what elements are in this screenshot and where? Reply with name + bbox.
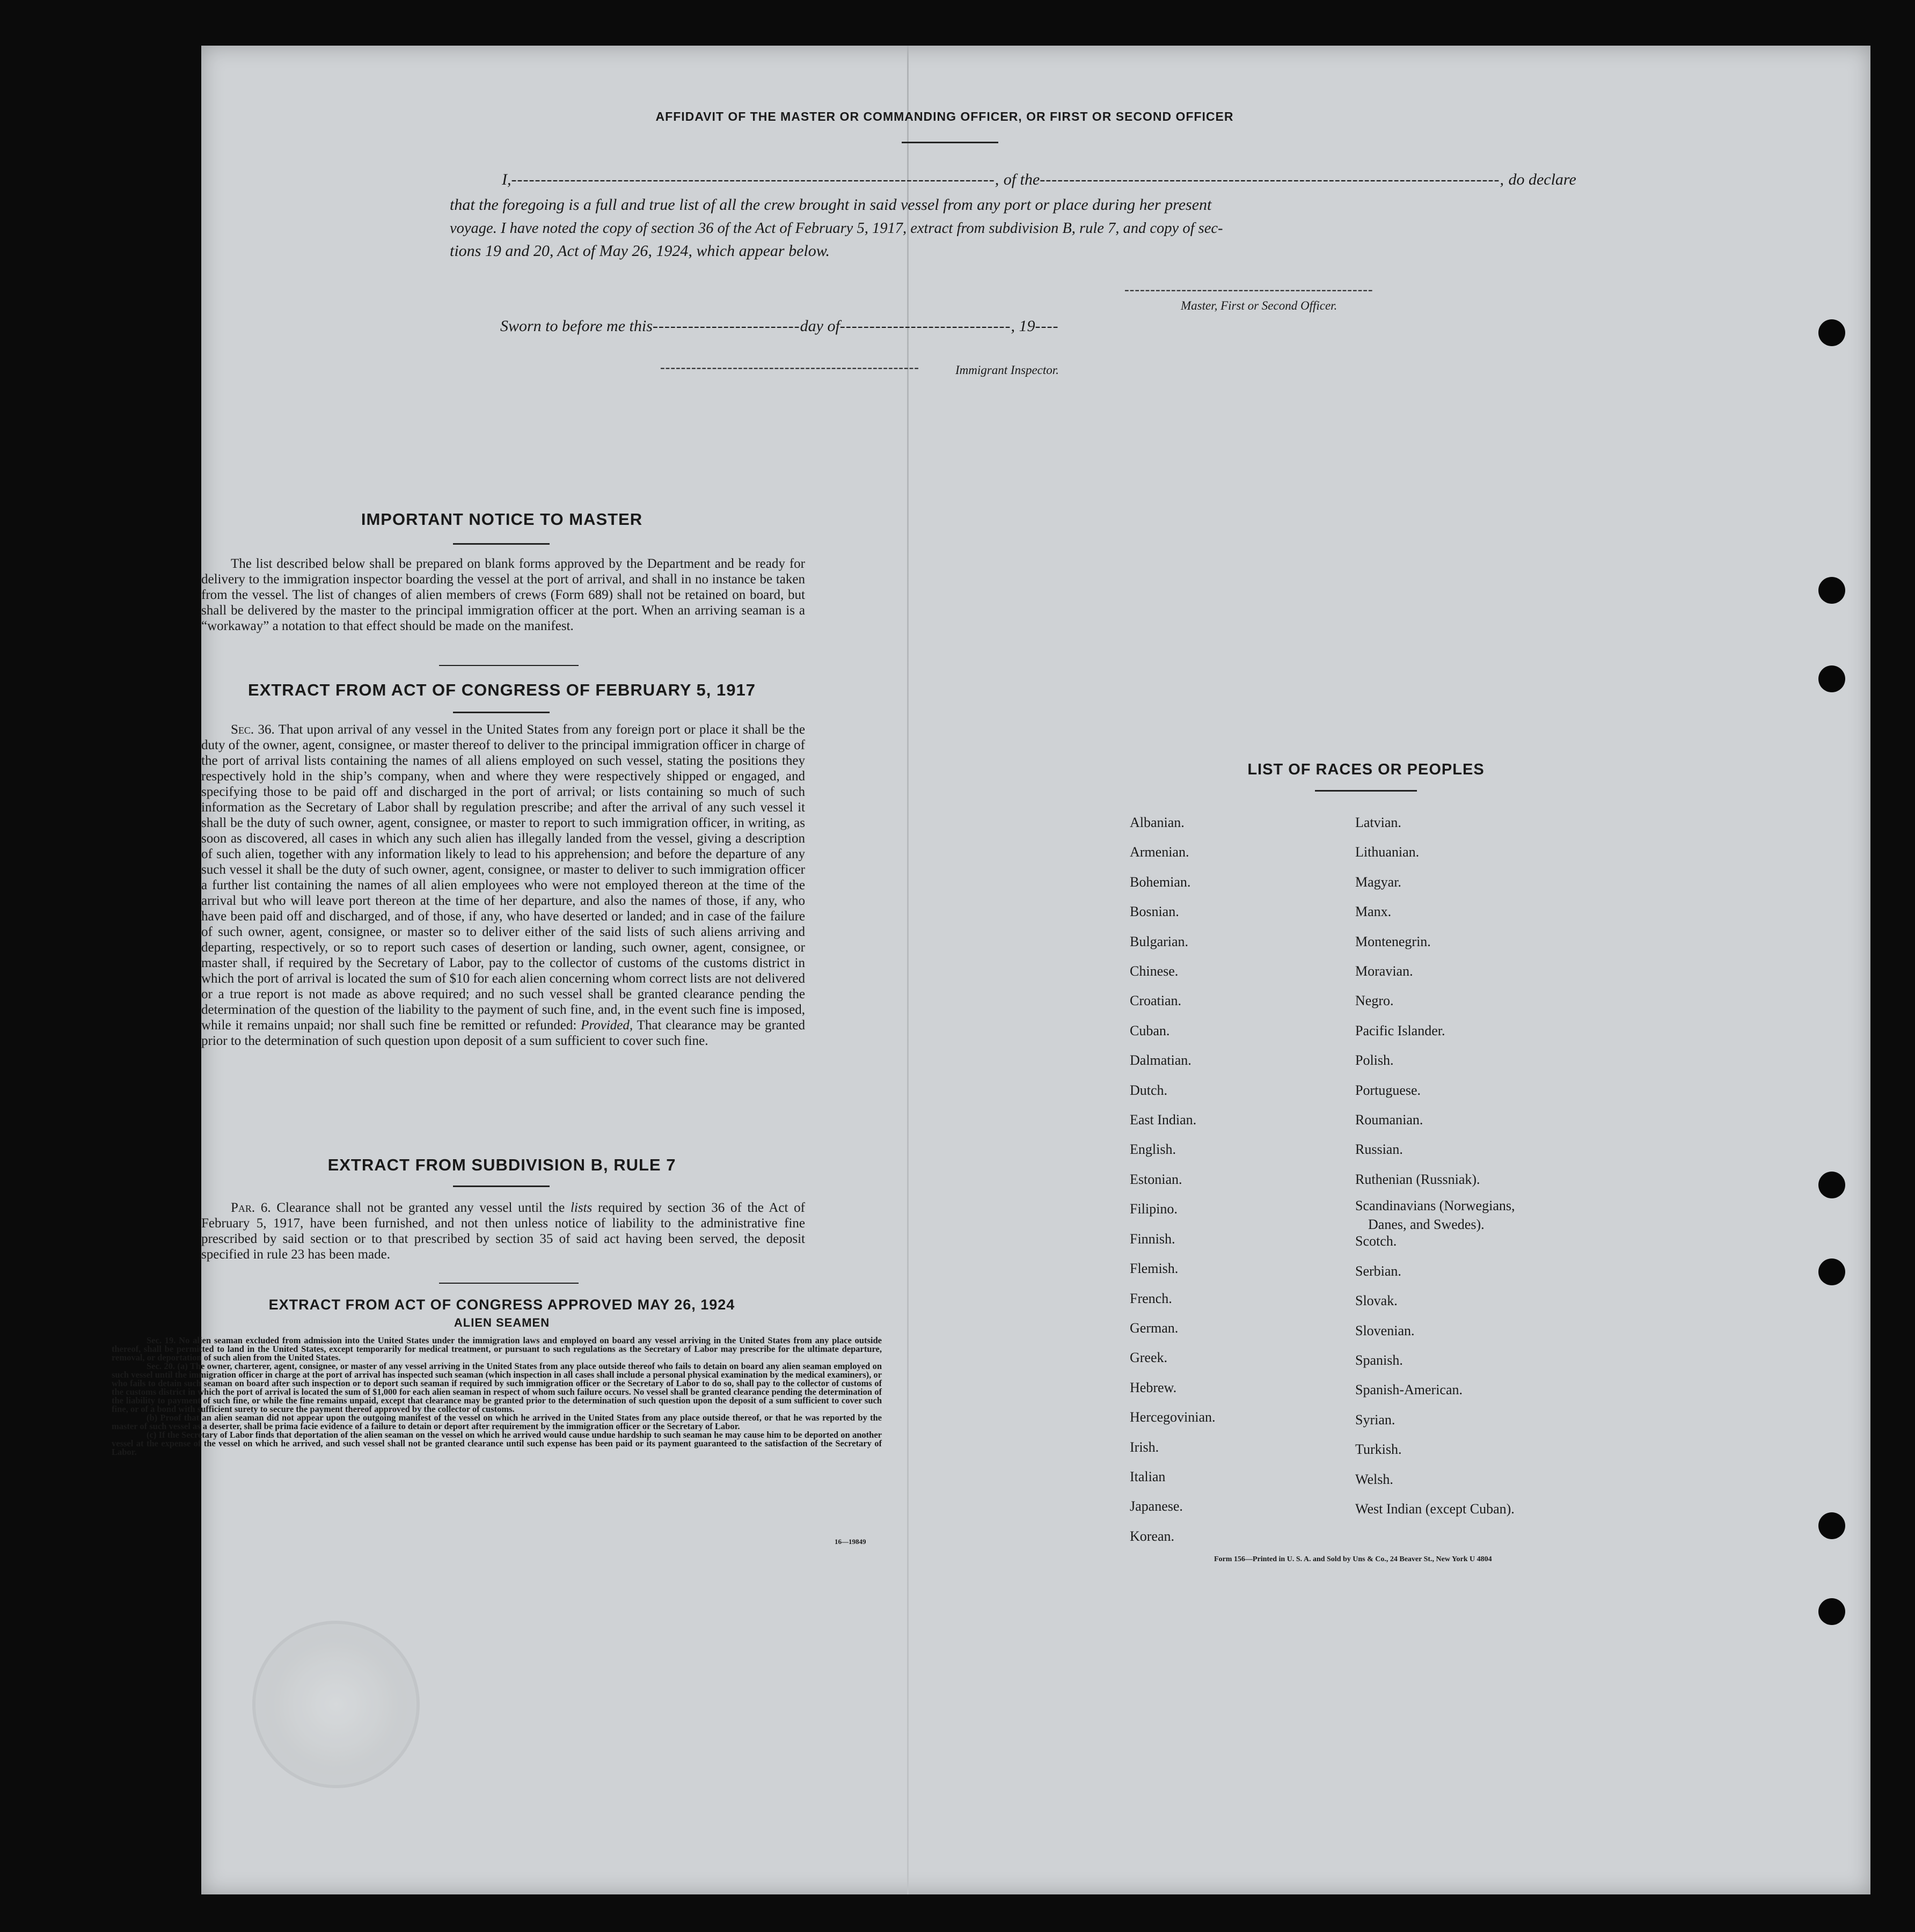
race-item: Welsh. bbox=[1355, 1471, 1393, 1487]
vessel-blank[interactable]: ------------------------------------------------------------------------------, bbox=[1040, 171, 1504, 188]
race-item: West Indian (except Cuban). bbox=[1355, 1501, 1515, 1517]
extract-1924-title: EXTRACT FROM ACT OF CONGRESS APPROVED MAY 26, 1924 bbox=[268, 1297, 735, 1313]
extract-1924-text bbox=[112, 1336, 882, 1457]
rule7-rule bbox=[453, 1185, 550, 1187]
rule7-title: EXTRACT FROM SUBDIVISION B, RULE 7 bbox=[327, 1155, 676, 1174]
race-item: Albanian. bbox=[1130, 815, 1185, 830]
binder-hole bbox=[1818, 665, 1845, 692]
race-item: Chinese. bbox=[1130, 963, 1179, 979]
races-right-column bbox=[1355, 808, 1515, 1524]
race-item: English. bbox=[1130, 1141, 1176, 1158]
binder-hole bbox=[1818, 1258, 1845, 1285]
race-item: Greek. bbox=[1130, 1350, 1168, 1366]
race-item: Hercegovinian. bbox=[1130, 1409, 1216, 1425]
affidavit-line-4: tions 19 and 20, Act of May 26, 1924, which appear below. bbox=[450, 242, 830, 260]
race-item: Lithuanian. bbox=[1355, 844, 1420, 860]
sworn-line: Sworn to before me this-------------------------day of-----------------------------, 19---- bbox=[500, 317, 1059, 335]
race-item: Flemish. bbox=[1130, 1261, 1179, 1277]
race-item: Armenian. bbox=[1130, 844, 1189, 860]
name-blank[interactable]: ----------------------------------------------------------------------------------, bbox=[511, 171, 1000, 188]
race-item: Bohemian. bbox=[1130, 874, 1191, 890]
binder-hole bbox=[1818, 1598, 1845, 1625]
extract-1924-subtitle: ALIEN SEAMEN bbox=[454, 1316, 550, 1329]
race-item: Turkish. bbox=[1355, 1441, 1402, 1458]
race-item: Korean. bbox=[1130, 1528, 1175, 1544]
race-item: Finnish. bbox=[1130, 1231, 1175, 1247]
race-item: Estonian. bbox=[1130, 1171, 1182, 1187]
binder-hole bbox=[1818, 1512, 1845, 1539]
notice-title-rule bbox=[453, 543, 550, 545]
race-item: Polish. bbox=[1355, 1052, 1394, 1069]
embossed-seal bbox=[252, 1621, 420, 1788]
race-item: Magyar. bbox=[1355, 874, 1401, 890]
race-item: Filipino. bbox=[1130, 1201, 1178, 1217]
notice-title: IMPORTANT NOTICE TO MASTER bbox=[361, 510, 643, 529]
race-item: Scotch. bbox=[1355, 1233, 1397, 1249]
form-footer: Form 156—Printed in U. S. A. and Sold by Uns & Co., 24 Beaver St., New York U 4804 bbox=[1214, 1555, 1492, 1563]
race-item: Italian bbox=[1130, 1468, 1166, 1484]
race-item: Croatian. bbox=[1130, 993, 1182, 1009]
sec-20c: (c) If the Secretary of Labor finds that deportation of the alien seaman on the vessel on which he arrived would cause undue hardship to such seaman he may cause him to be deported on another vessel at the expense of the vessel on which he arrived, and such vessel shall not be granted clearance until such expense has been paid or its payment guaranteed to the satisfaction of the Secretary of Labor. bbox=[112, 1430, 882, 1457]
affidavit-line-1: I,----------------------------------------------------------------------------------, of the------------------------------------------------------------------------------, do declare bbox=[502, 171, 1576, 188]
race-item: East Indian. bbox=[1130, 1112, 1197, 1128]
extract-1917-rule bbox=[453, 712, 550, 713]
race-item: Latvian. bbox=[1355, 815, 1401, 830]
sworn-year-blank[interactable]: ---- bbox=[1035, 317, 1059, 335]
race-item: Cuban. bbox=[1130, 1022, 1170, 1038]
race-item: Negro. bbox=[1355, 993, 1394, 1009]
race-item: Japanese. bbox=[1130, 1498, 1183, 1514]
print-code: 16—19849 bbox=[835, 1538, 866, 1546]
master-signature-blank[interactable]: ------------------------------------------------ bbox=[1124, 282, 1373, 297]
affidavit-title-rule bbox=[902, 142, 998, 143]
race-item: Spanish-American. bbox=[1355, 1382, 1463, 1398]
race-item: Montenegrin. bbox=[1355, 933, 1431, 949]
race-item: Dutch. bbox=[1130, 1082, 1168, 1098]
extract-1917-text: Sec. 36. That upon arrival of any vessel in the United States from any foreign port or place it shall be the duty of the owner, agent, consignee, or master thereof to deliver to the principal immigration officer in charge of the port of arrival lists containing the names of all aliens employed on such vessel, stating the positions they respectively hold in the ship’s company, when and where they were respectively shipped or engaged, and specifying those to be paid off and discharged in the port of arrival; or lists containing so much of such information as the Secretary of Labor shall by regulation prescribe; and after the arrival of any such vessel it shall be the duty of such owner, agent, consignee, or master to report to such immigration officer, in writing, as soon as discovered, all cases in which any such alien has illegally landed from the vessel, giving a description of such alien, together with any information likely to lead to his apprehension; and before the departure of any such vessel it shall be the duty of such owner, agent, consignee, or master to deliver to such immigration officer a further list containing the names of all alien employees who were not employed thereon at the time of the arrival but who will leave port thereon at the time of her departure, and also the names of those, if any, who have been paid off and discharged, and of those, if any, who have deserted or landed; and in case of the failure of such owner, agent, consignee, or master so to deliver either of the said lists of such aliens arriving and departing, respectively, or so to report such cases of desertion or landing, such owner, agent, consignee, or master shall, if required by the Secretary of Labor, pay to the collector of customs of the customs district in which the port of arrival is located the sum of $10 for each alien concerning whom correct lists are not delivered or a true report is not made as above required; and no such vessel shall be granted clearance pending the determination of the question of the liability to the payment of such fine, and, in the event such fine is imposed, while it remains unpaid; nor shall such fine be remitted or refunded: Provided, That clearance may be granted prior to the determination of such question upon deposit of a sum sufficient to cover such fine. bbox=[201, 722, 805, 1048]
race-item: Slovenian. bbox=[1355, 1322, 1415, 1338]
races-left-column bbox=[1130, 808, 1216, 1551]
sworn-day-blank[interactable]: ------------------------- bbox=[652, 317, 800, 335]
race-item: Irish. bbox=[1130, 1439, 1159, 1455]
rule7-text: Par. 6. Clearance shall not be granted any vessel until the lists required by section 36 of the Act of February 5, 1917, have been furnished, and not then unless notice of liability to the administrative fine prescribed by said section or to that prescribed by section 35 of said act having been served, the deposit specified in rule 23 has been made. bbox=[201, 1201, 805, 1262]
race-item: Roumanian. bbox=[1355, 1112, 1423, 1128]
race-item: Slovak. bbox=[1355, 1293, 1398, 1309]
race-item: Moravian. bbox=[1355, 963, 1413, 979]
race-item: Russian. bbox=[1355, 1141, 1403, 1158]
affidavit-title: AFFIDAVIT OF THE MASTER OR COMMANDING OFFICER, OR FIRST OR SECOND OFFICER bbox=[655, 109, 1234, 123]
race-item: Ruthenian (Russniak). bbox=[1355, 1171, 1480, 1187]
races-title: LIST OF RACES OR PEOPLES bbox=[1247, 761, 1485, 778]
race-item: French. bbox=[1130, 1290, 1172, 1306]
notice-text: The list described below shall be prepared on blank forms approved by the Department and be ready for delivery to the immigration inspector boarding the vessel at the port of arrival, and shall in no instance be taken from the vessel. The list of changes of alien members of crews (Form 689) shall not be retained on board, but shall be delivered by the master to the principal immigration officer at the port. When an arriving seaman is a “workaway” a notation to that effect should be made on the manifest. bbox=[201, 557, 805, 633]
inspector-signature-blank[interactable]: -------------------------------------------------- bbox=[660, 360, 919, 375]
race-item: Syrian. bbox=[1355, 1411, 1395, 1428]
race-item: Manx. bbox=[1355, 904, 1392, 920]
races-title-rule bbox=[1315, 790, 1417, 792]
race-item: Danes, and Swedes). bbox=[1368, 1217, 1485, 1233]
race-item: Scandinavians (Norwegians, bbox=[1355, 1198, 1515, 1214]
binder-hole bbox=[1818, 319, 1845, 346]
sec-20a: Sec. 20. (a) The owner, charterer, agent, consignee, or master of any vessel arriving in the United States from any place outside thereof who fails to detain on board any alien seaman employed on such vessel until the immigration officer in charge at the port of arrival has inspected such seaman (which inspection in all cases shall include a personal physical examination by the medical examiners), or who fails to detain such seaman on board after such inspection or to deport such seaman if required by such immigration officer or the Secretary of Labor to do so, shall pay to the collector of customs of the customs district in which the port of arrival is located the sum of $1,000 for each alien seaman in respect of whom such failure occurs. No vessel shall be granted clearance pending the determination of the liability to payment of such fine, or while the fine remains unpaid, except that clearance may be granted prior to the determination of such question upon the deposit of a sum sufficient to cover such fine, or of a bond with sufficient surety to secure the payment thereof approved by the collector of customs. bbox=[112, 1361, 882, 1414]
race-item: Hebrew. bbox=[1130, 1379, 1177, 1395]
affidavit-line-3: voyage. I have noted the copy of section 36 of the Act of February 5, 1917, extract from subdivision B, rule 7, and copy of sec- bbox=[450, 220, 1223, 237]
master-signature-label: Master, First or Second Officer. bbox=[1181, 299, 1337, 312]
race-item: Pacific Islander. bbox=[1355, 1022, 1445, 1038]
sec-20b: (b) Proof that an alien seaman did not appear upon the outgoing manifest of the vessel on which he arrived in the United States from any place outside thereof, or that he was reported by the master of such vessel as a deserter, shall be prima facie evidence of a failure to detain or deport after requirement by the immigration officer or the Secretary of Labor. bbox=[112, 1413, 882, 1431]
inspector-label: Immigrant Inspector. bbox=[955, 363, 1059, 377]
race-item: Portuguese. bbox=[1355, 1082, 1421, 1098]
race-item: Spanish. bbox=[1355, 1352, 1403, 1368]
binder-hole bbox=[1818, 1172, 1845, 1198]
rule7-end-rule bbox=[439, 1283, 579, 1284]
sec-19: Sec. 19. No alien seaman excluded from admission into the United States under the immigration laws and employed on board any vessel arriving in the United States from any place outside thereof, shall be permitted to land in the United States, except temporarily for medical treatment, or pursuant to such regulations as the Secretary of Labor may prescribe for the ultimate departure, removal, or deportation of such alien from the United States. bbox=[112, 1335, 882, 1363]
notice-end-rule bbox=[439, 665, 579, 666]
extract-1917-title: EXTRACT FROM ACT OF CONGRESS OF FEBRUARY 5, 1917 bbox=[248, 680, 756, 699]
binder-hole bbox=[1818, 577, 1845, 604]
race-item: German. bbox=[1130, 1320, 1179, 1336]
race-item: Serbian. bbox=[1355, 1263, 1401, 1279]
race-item: Bosnian. bbox=[1130, 904, 1179, 920]
race-item: Bulgarian. bbox=[1130, 933, 1189, 949]
race-item: Dalmatian. bbox=[1130, 1052, 1192, 1069]
affidavit-line-2: that the foregoing is a full and true list of all the crew brought in said vessel from any port or place during her present bbox=[450, 196, 1212, 214]
sworn-month-blank[interactable]: ----------------------------- bbox=[839, 317, 1011, 335]
